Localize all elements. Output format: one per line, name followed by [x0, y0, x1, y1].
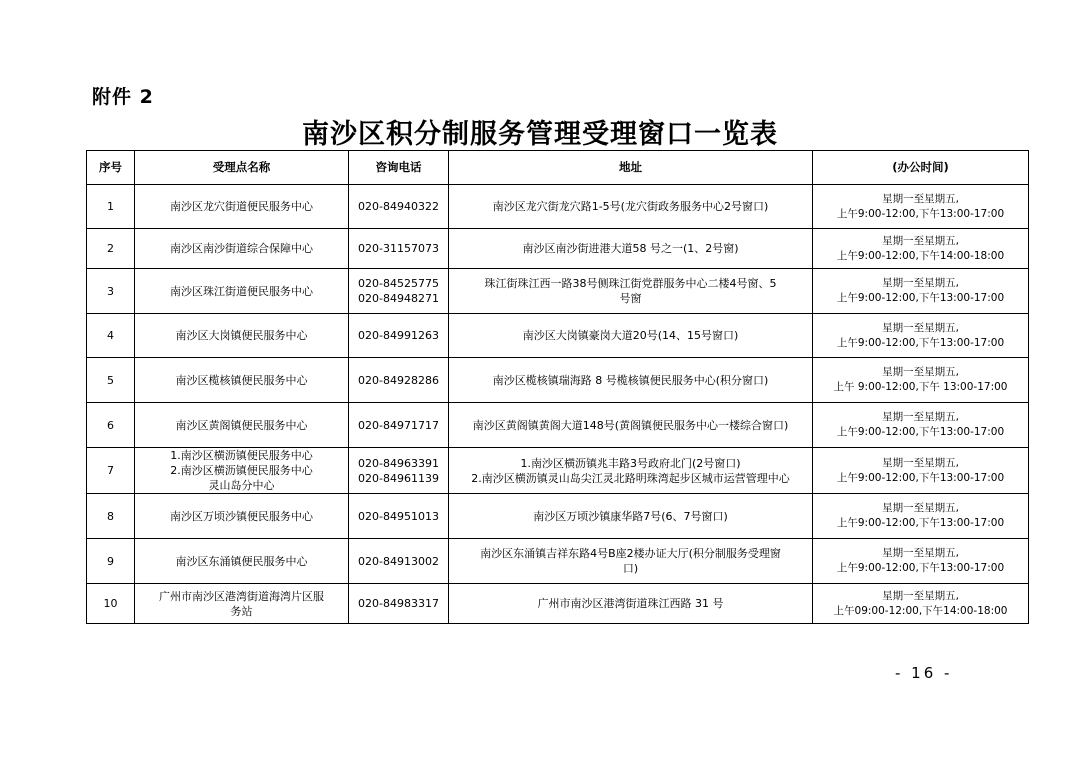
cell-phone-line: 020-31157073: [358, 242, 439, 255]
cell-phone-line: 020-84963391: [358, 456, 439, 470]
cell-address: [449, 448, 813, 494]
cell-phone: [349, 269, 449, 314]
cell-hours-line: 上午9:00-12:00,下午14:00-18:00: [836, 249, 1005, 262]
cell-address: [449, 314, 813, 358]
table-row: [87, 494, 1029, 539]
cell-hours-line: 上午09:00-12:00,下午14:00-18:00: [833, 604, 1008, 617]
table-row: [87, 584, 1029, 624]
cell-address-line: 南沙区榄核镇瑞海路 8 号榄核镇便民服务中心(积分窗口): [492, 373, 769, 387]
cell-name-line: 南沙区珠江街道便民服务中心: [170, 284, 313, 298]
cell-name-line: 南沙区万顷沙镇便民服务中心: [170, 509, 313, 523]
cell-name: [135, 494, 349, 539]
cell-seq: 8: [87, 494, 135, 539]
cell-hours-line: 星期一至星期五,: [882, 589, 959, 602]
table-row: [87, 403, 1029, 448]
cell-hours-line: 星期一至星期五,: [882, 502, 959, 514]
table-row: [87, 314, 1029, 358]
cell-name-line: 南沙区南沙街道综合保障中心: [170, 242, 313, 255]
cell-seq: 9: [87, 539, 135, 584]
header-phone: 咨询电话: [349, 151, 449, 185]
cell-name-line: 2.南沙区横沥镇便民服务中心: [170, 464, 313, 477]
cell-name: [135, 358, 349, 403]
cell-hours-line: 上午9:00-12:00,下午13:00-17:00: [836, 426, 1005, 438]
cell-hours-line: 上午9:00-12:00,下午13:00-17:00: [836, 207, 1005, 220]
cell-hours: [813, 185, 1029, 229]
cell-name: [135, 403, 349, 448]
cell-phone-line: 020-84991263: [358, 329, 439, 342]
cell-address: [449, 584, 813, 624]
cell-seq: 2: [87, 229, 135, 269]
cell-phone-line: 020-84971717: [358, 418, 439, 432]
cell-hours-line: 上午 9:00-12:00,下午 13:00-17:00: [833, 381, 1008, 393]
header-hours: (办公时间): [813, 151, 1029, 185]
cell-hours-line: 上午9:00-12:00,下午13:00-17:00: [836, 336, 1005, 349]
cell-hours-line: 星期一至星期五,: [882, 411, 959, 423]
cell-address: [449, 269, 813, 314]
table-body: [87, 185, 1029, 624]
cell-address-line: 南沙区南沙街进港大道58 号之一(1、2号窗): [522, 242, 739, 255]
cell-hours: [813, 269, 1029, 314]
cell-address-line: 号窗: [619, 292, 642, 305]
cell-hours-line: 星期一至星期五,: [882, 277, 959, 289]
attachment-label: 附件 2: [92, 86, 154, 108]
table-header-row: [87, 151, 1029, 185]
cell-address: [449, 494, 813, 539]
cell-name-line: 南沙区大岗镇便民服务中心: [175, 329, 308, 342]
header-seq: 序号: [87, 151, 135, 185]
table-row: [87, 185, 1029, 229]
cell-hours: [813, 584, 1029, 624]
cell-seq: 3: [87, 269, 135, 314]
cell-name: [135, 314, 349, 358]
cell-phone: [349, 229, 449, 269]
cell-seq: 4: [87, 314, 135, 358]
cell-address-line: 珠江街珠江西一路38号侧珠江街党群服务中心二楼4号窗、5: [484, 277, 777, 290]
cell-address: [449, 539, 813, 584]
page-number: - 16 -: [895, 664, 953, 682]
table-row: [87, 539, 1029, 584]
cell-hours-line: 星期一至星期五,: [882, 547, 959, 559]
cell-hours: [813, 494, 1029, 539]
cell-phone-line: 020-84940322: [358, 200, 439, 213]
cell-address-line: 南沙区大岗镇豪岗大道20号(14、15号窗口): [522, 329, 739, 342]
cell-name-line: 南沙区东涌镇便民服务中心: [175, 554, 308, 568]
cell-name: [135, 584, 349, 624]
cell-address: [449, 185, 813, 229]
cell-phone: [349, 358, 449, 403]
cell-hours-line: 星期一至星期五,: [882, 366, 959, 378]
cell-seq: 5: [87, 358, 135, 403]
cell-phone-line: 020-84928286: [358, 373, 439, 387]
cell-address: [449, 229, 813, 269]
cell-name-line: 务站: [230, 604, 253, 618]
cell-name-line: 1.南沙区横沥镇便民服务中心: [170, 449, 313, 462]
cell-phone-line: 020-84951013: [358, 509, 439, 523]
cell-hours-line: 上午9:00-12:00,下午13:00-17:00: [836, 292, 1005, 304]
page-title: 南沙区积分制服务管理受理窗口一览表: [302, 119, 778, 150]
cell-seq: 6: [87, 403, 135, 448]
cell-hours-line: 星期一至星期五,: [882, 456, 959, 469]
cell-hours: [813, 539, 1029, 584]
cell-hours-line: 上午9:00-12:00,下午13:00-17:00: [836, 471, 1005, 484]
header-address: 地址: [449, 151, 813, 185]
cell-seq: 1: [87, 185, 135, 229]
cell-phone: [349, 403, 449, 448]
cell-hours-line: 星期一至星期五,: [882, 192, 959, 205]
cell-address-line: 南沙区龙穴街龙穴路1-5号(龙穴街政务服务中心2号窗口): [492, 200, 769, 213]
cell-hours: [813, 448, 1029, 494]
cell-address-line: 2.南沙区横沥镇灵山岛尖江灵北路明珠湾起步区城市运营管理中心: [471, 471, 790, 485]
table-row: [87, 229, 1029, 269]
cell-hours-line: 上午9:00-12:00,下午13:00-17:00: [836, 517, 1005, 529]
cell-hours: [813, 403, 1029, 448]
cell-address-line: 南沙区黄阁镇黄阁大道148号(黄阁镇便民服务中心一楼综合窗口): [472, 418, 789, 432]
service-window-table: [86, 150, 1029, 624]
cell-address-line: 口): [622, 562, 639, 575]
header-name: 受理点名称: [135, 151, 349, 185]
cell-hours: [813, 229, 1029, 269]
cell-address-line: 南沙区万顷沙镇康华路7号(6、7号窗口): [533, 509, 728, 523]
cell-phone-line: 020-84913002: [358, 554, 439, 568]
cell-phone: [349, 494, 449, 539]
cell-phone-line: 020-84525775: [358, 277, 439, 290]
cell-phone: [349, 448, 449, 494]
cell-name: [135, 229, 349, 269]
table-row: [87, 269, 1029, 314]
cell-phone: [349, 539, 449, 584]
cell-name: [135, 185, 349, 229]
cell-name-line: 广州市南沙区港湾街道海湾片区服: [159, 589, 324, 603]
table-row: [87, 358, 1029, 403]
cell-hours: [813, 314, 1029, 358]
cell-hours: [813, 358, 1029, 403]
cell-phone-line: 020-84983317: [358, 597, 439, 610]
cell-phone: [349, 584, 449, 624]
table-row: [87, 448, 1029, 494]
cell-address-line: 1.南沙区横沥镇兆丰路3号政府北门(2号窗口): [520, 456, 741, 470]
cell-hours-line: 星期一至星期五,: [882, 321, 959, 334]
cell-name-line: 南沙区黄阁镇便民服务中心: [175, 418, 308, 432]
cell-address: [449, 403, 813, 448]
cell-name-line: 南沙区龙穴街道便民服务中心: [170, 200, 313, 213]
cell-hours-line: 星期一至星期五,: [882, 234, 959, 247]
cell-name-line: 灵山岛分中心: [208, 479, 275, 492]
cell-seq: 7: [87, 448, 135, 494]
cell-phone-line: 020-84961139: [358, 471, 439, 485]
cell-name: [135, 448, 349, 494]
cell-seq: 10: [87, 584, 135, 624]
cell-phone: [349, 314, 449, 358]
cell-address-line: 南沙区东涌镇吉祥东路4号B座2楼办证大厅(积分制服务受理窗: [480, 547, 781, 560]
cell-hours-line: 上午9:00-12:00,下午13:00-17:00: [836, 562, 1005, 574]
cell-phone: [349, 185, 449, 229]
cell-phone-line: 020-84948271: [358, 292, 439, 305]
cell-address-line: 广州市南沙区港湾街道珠江西路 31 号: [537, 597, 724, 610]
cell-name: [135, 269, 349, 314]
cell-name: [135, 539, 349, 584]
cell-name-line: 南沙区榄核镇便民服务中心: [175, 373, 308, 387]
cell-address: [449, 358, 813, 403]
